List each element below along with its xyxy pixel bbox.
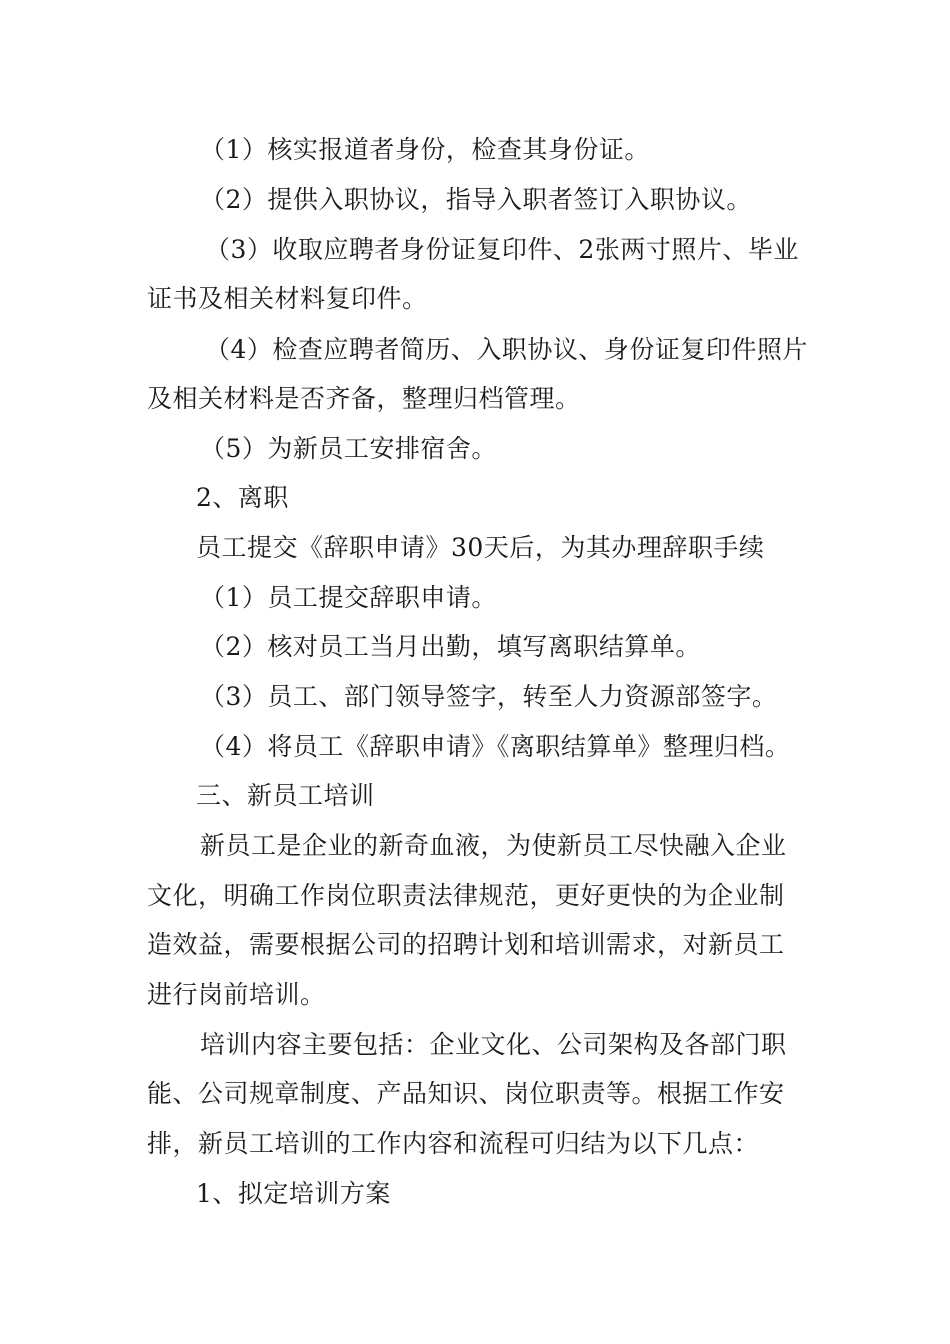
text-line: 及相关材料是否齐备，整理归档管理。: [147, 384, 581, 413]
text-line: 造效益，需要根据公司的招聘计划和培训需求，对新员工: [147, 930, 785, 959]
text-line: 新员工是企业的新奇血液，为使新员工尽快融入企业: [200, 831, 787, 860]
text-line: （1）员工提交辞职申请。: [200, 583, 497, 612]
text-line: （3）收取应聘者身份证复印件、2张两寸照片、毕业: [205, 235, 799, 264]
text-line: 培训内容主要包括：企业文化、公司架构及各部门职: [200, 1030, 787, 1059]
text-line: （4）检查应聘者简历、入职协议、身份证复印件照片: [205, 335, 808, 364]
text-line: 进行岗前培训。: [147, 980, 326, 1009]
section-heading: 1、拟定培训方案: [196, 1179, 391, 1208]
text-line: 能、公司规章制度、产品知识、岗位职责等。根据工作安: [147, 1079, 785, 1108]
text-line: （4）将员工《辞职申请》《离职结算单》整理归档。: [200, 732, 791, 761]
text-line: （5）为新员工安排宿舍。: [200, 434, 497, 463]
section-heading: 2、离职: [196, 483, 289, 512]
section-heading: 三、新员工培训: [196, 781, 375, 810]
text-line: （2）核对员工当月出勤，填写离职结算单。: [200, 632, 701, 661]
text-line: 证书及相关材料复印件。: [147, 284, 428, 313]
text-line: 排，新员工培训的工作内容和流程可归结为以下几点：: [147, 1129, 760, 1158]
text-line: （3）员工、部门领导签字，转至人力资源部签字。: [200, 682, 778, 711]
text-line: 文化，明确工作岗位职责法律规范，更好更快的为企业制: [147, 881, 785, 910]
text-line: 员工提交《辞职申请》30天后，为其办理辞职手续: [196, 533, 765, 562]
text-line: （2）提供入职协议，指导入职者签订入职协议。: [200, 185, 752, 214]
text-line: （1）核实报道者身份，检查其身份证。: [200, 135, 650, 164]
